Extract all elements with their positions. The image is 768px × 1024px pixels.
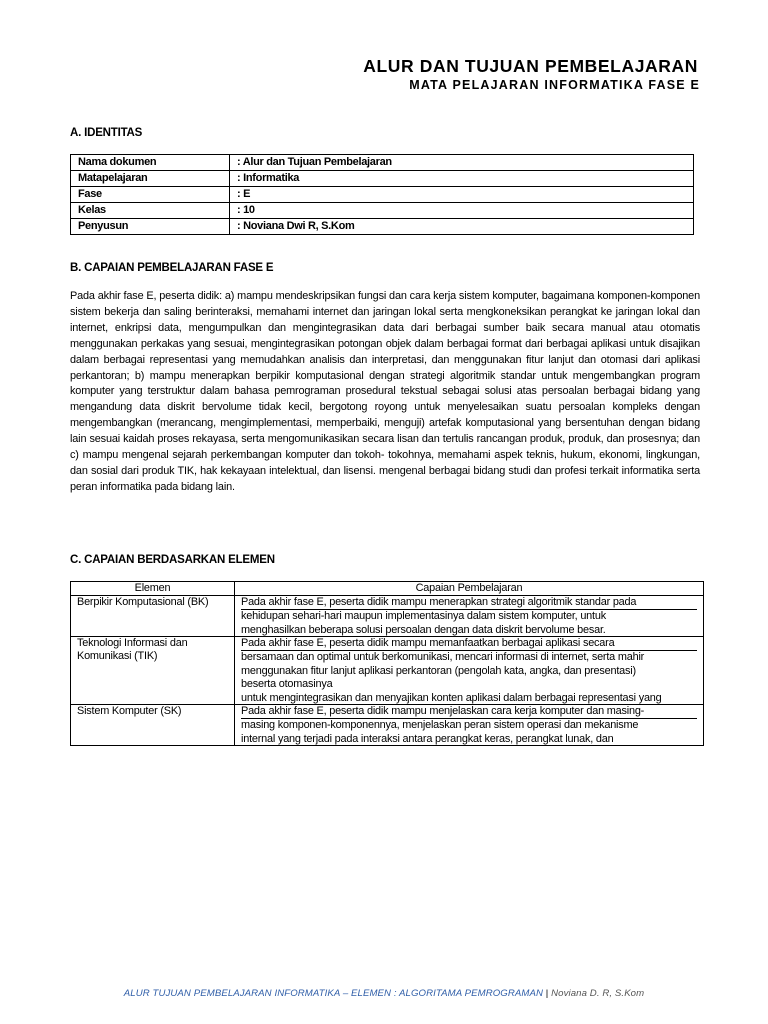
- section-a-heading: A. IDENTITAS: [70, 127, 143, 139]
- element-name: [71, 705, 235, 746]
- identity-value: : Informatika: [230, 171, 694, 187]
- document-subtitle: MATA PELAJARAN INFORMATIKA FASE E: [409, 78, 700, 92]
- achievement-line: Pada akhir fase E, peserta didik mampu menerapkan strategi algoritmik standar pada: [241, 596, 697, 610]
- column-header-achievement: Capaian Pembelajaran: [235, 582, 704, 596]
- identity-value: : Alur dan Tujuan Pembelajaran: [230, 155, 694, 171]
- element-name-line: Komunikasi (TIK): [77, 650, 158, 663]
- element-name: [71, 596, 235, 637]
- identity-value: : 10: [230, 203, 694, 219]
- element-name-line: Teknologi Informasi dan: [77, 637, 188, 649]
- identity-value: : Noviana Dwi R, S.Kom: [230, 219, 694, 235]
- identity-table: [70, 154, 694, 235]
- achievement-line: bersamaan dan optimal untuk berkomunikasi, mencari informasi di internet, serta mahir: [241, 651, 645, 664]
- identity-key: Penyusun: [71, 219, 230, 235]
- identity-key: Kelas: [71, 203, 230, 219]
- element-achievement: [235, 705, 704, 746]
- element-table: [70, 581, 704, 746]
- achievement-line: Pada akhir fase E, peserta didik mampu menjelaskan cara kerja komputer dan masing-: [241, 705, 697, 719]
- table-row: [71, 187, 694, 203]
- identity-key: Nama dokumen: [71, 155, 230, 171]
- element-name-line: Berpikir Komputasional (BK): [77, 596, 209, 608]
- table-row: [71, 596, 704, 637]
- table-row: [71, 219, 694, 235]
- achievement-line: menghasilkan beberapa solusi persoalan dengan data diskrit bervolume besar.: [241, 623, 606, 636]
- table-row: [71, 203, 694, 219]
- section-b-heading: B. CAPAIAN PEMBELAJARAN FASE E: [70, 262, 274, 274]
- table-row: [71, 637, 704, 705]
- identity-key: Matapelajaran: [71, 171, 230, 187]
- document-title: ALUR DAN TUJUAN PEMBELAJARAN: [363, 56, 698, 76]
- table-row: [71, 155, 694, 171]
- achievement-line: Pada akhir fase E, peserta didik mampu memanfaatkan berbagai aplikasi secara: [241, 637, 697, 651]
- achievement-line: internal yang terjadi pada interaksi antara perangkat keras, perangkat lunak, dan: [241, 732, 614, 745]
- identity-key: Fase: [71, 187, 230, 203]
- footer-author: Noviana D. R, S.Kom: [551, 988, 645, 999]
- footer-text: ALUR TUJUAN PEMBELAJARAN INFORMATIKA – ELEMEN : ALGORITAMA PEMROGRAMAN: [123, 988, 544, 999]
- table-row: [71, 705, 704, 746]
- table-row: [71, 171, 694, 187]
- element-name: [71, 637, 235, 705]
- learning-outcome-paragraph: Pada akhir fase E, peserta didik: a) mampu mendeskripsikan fungsi dan cara kerja sistem komputer, bagaimana komponen-komponen sistem bekerja dan saling berinteraksi, memahami internet dan jaringan lokal serta mengkoneksikan perangkat ke jaringan lokal dan internet, enkripsi data, mengumpulkan dan mengintegrasikan data dari berbagai sumber baik secara manual atau otomatis menggunakan perkakas yang sesuai, mengintegrasikan potongan objek dalam berbagai format dari berbagai aplikasi untuk disajikan dalam berbagai representasi yang memudahkan analisis dan interpretasi, dan menggunakan fitur lanjut dan otomasi dari aplikasi perkantoran; b) mampu menerapkan berpikir komputasional dengan strategi algoritmik standar untuk mengembangkan program komputer yang terstruktur dalam bahasa pemrograman prosedural tekstual sebagai solusi atas persoalan berbagai bidang yang mengandung data diskrit bervolume tidak kecil, bergotong royong untuk menyelesaikan suatu persoalan kompleks dengan mengembangkan (merancang, mengimplementasi, memperbaiki, menguji) artefak komputasional yang bersentuhan dengan bidang lain sesuai kaidah proses rekayasa, serta mengomunikasikan secara lisan dan tertulis rancangan produk, produk, dan prosesnya; dan c) mampu mengenal sejarah perkembangan komputer dan tokoh- tokohnya, memahami aspek teknis, hukum, ekonomi, lingkungan, dan sosial dari produk TIK, hak kekayaan intelektual, dan lisensi. mengenal berbagai bidang studi dan profesi terkait informatika serta peran informatika pada bidang lain.: [70, 290, 700, 493]
- achievement-line: menggunakan fitur lanjut aplikasi perkantoran (pengolah kata, angka, dan presentasi): [241, 664, 636, 677]
- footer-separator: |: [545, 988, 549, 999]
- table-header-row: [71, 582, 704, 596]
- element-achievement: [235, 637, 704, 705]
- section-c-heading: C. CAPAIAN BERDASARKAN ELEMEN: [70, 554, 275, 566]
- achievement-line: kehidupan sehari-hari maupun implementasinya dalam sistem komputer, untuk: [241, 610, 606, 623]
- element-name-line: Sistem Komputer (SK): [77, 705, 182, 717]
- page-footer: [0, 988, 768, 999]
- column-header-element: Elemen: [71, 582, 235, 596]
- element-achievement: [235, 596, 704, 637]
- document-header: [363, 56, 698, 92]
- identity-value: : E: [230, 187, 694, 203]
- achievement-line: beserta otomasinya: [241, 678, 333, 691]
- achievement-line: masing komponen-komponennya, menjelaskan peran sistem operasi dan mekanisme: [241, 719, 639, 732]
- achievement-line: untuk mengintegrasikan dan menyajikan konten aplikasi dalam berbagai representasi yang: [241, 691, 662, 704]
